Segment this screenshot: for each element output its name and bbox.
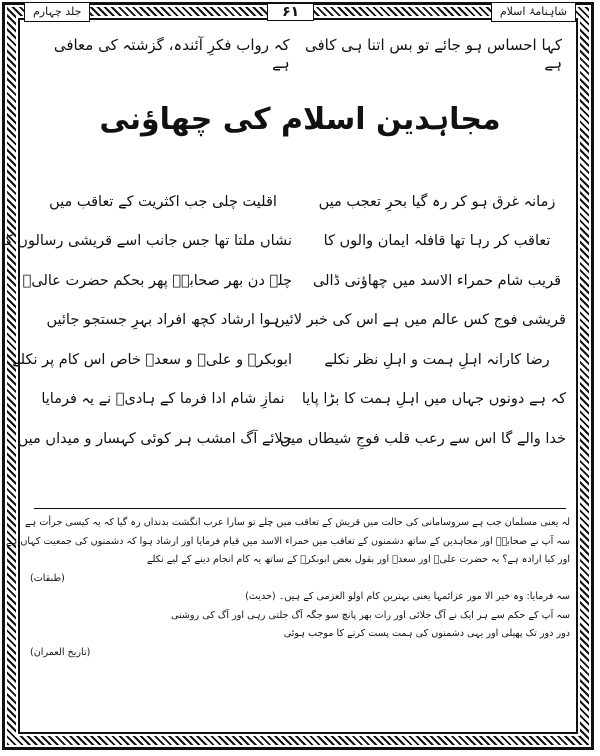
couplet-first-line: ابوبکرؓ و علیؓ و سعدؓ خاص اس کام پر نکلے bbox=[12, 351, 292, 368]
couplet-row bbox=[34, 301, 566, 341]
footnotes bbox=[6, 514, 570, 728]
volume-label: جلد چہارم bbox=[24, 2, 90, 22]
footnote-2: سہ آپ نے صحابہؓ اور مجاہدین کے ساتھ دشمنوں کے تعاقب میں حمراء الاسد میں قیام فرمایا اور ارشاد ہوا کہ دشمنوں کی جمعیت کہاں ہے bbox=[6, 535, 570, 547]
intro-couplet bbox=[38, 36, 562, 72]
footnote-2-cont: اور کیا ارادہ ہے؟ یہ حضرت علیؓ اور سعدؓ اور بقول بعض ابوبکرؓ کے ساتھ یہ کام انجام دینے کے لیے نکلے bbox=[146, 554, 570, 565]
couplet-first-line: اقلیت چلی جب اکثریت کے تعاقب میں bbox=[49, 193, 277, 210]
couplet-row bbox=[17, 419, 566, 459]
couplet-second-line: خدا والے گا اس سے رعب قلب فوجِ شیطاں میں bbox=[279, 430, 566, 447]
poem-title: مجاہدین اسلام کی چھاؤنی bbox=[99, 102, 501, 137]
couplet-first-line: نمازِ شام ادا فرما کے ہادیؐ نے یہ فرمایا bbox=[41, 391, 285, 408]
magazine-title: شاہنامۂ اسلام bbox=[491, 2, 576, 22]
footnote-4: سہ آپ کے حکم سے ہر ایک نے آگ جلائی اور رات بھر پانچ سو جگہ آگ جلتی رہی اور آگ کی روشنی bbox=[170, 609, 570, 621]
source-reference: (طبقات) bbox=[30, 572, 65, 584]
couplet-row bbox=[22, 261, 566, 301]
couplet-row bbox=[34, 182, 566, 222]
intro-right: کہا احساس ہو جائے تو بس اتنا ہی کافی ہے bbox=[304, 36, 562, 72]
source-reference: (تاریخ العمران) bbox=[30, 646, 91, 658]
intro-left: کہ رواب فکرِ آئندہ، گزشتہ کی معافی ہے bbox=[53, 36, 290, 72]
couplet-first-line: جلائے آگ امشب ہر کوئی کہسار و میداں میں bbox=[17, 430, 292, 447]
footnote-divider bbox=[34, 508, 566, 509]
couplet-row bbox=[1, 222, 566, 262]
couplet-second-line: قریب شام حمراء الاسد میں چھاؤنی ڈالی bbox=[312, 272, 561, 289]
couplet-first-line: چلے دن بھر صحابہؓ پھر بحکم حضرت عالیؐ bbox=[22, 272, 292, 289]
footnote-3: سہ فرمایا: وہ خیر الا مور عزائمہا یعنی بہترین کام اولو العزمی کے ہیں۔ (حدیث) bbox=[245, 591, 570, 602]
couplet-second-line: قریشی فوج کس عالم میں ہے اس کی خبر لائیں bbox=[274, 312, 566, 329]
page-header bbox=[0, 0, 600, 24]
couplet-first-line: ہوا ارشاد کچھ افراد بہرِ جستجو جائیں bbox=[46, 312, 280, 329]
couplet-second-line: تعاقب کر رہا تھا قافلہ ایمان والوں کا bbox=[323, 233, 551, 250]
footnote-4-cont: دور دور تک پھیلی اور یہی دشمنوں کی ہمت پست کرنے کا موجب ہوئی bbox=[283, 628, 570, 639]
couplet-second-line: رضا کارانہ اہلِ ہمت و اہلِ نظر نکلے bbox=[324, 351, 550, 368]
page-number: ۶۱ bbox=[267, 3, 314, 21]
footnote-1: لہ یعنی مسلمان جب ہے سروسامانی کی حالت میں قریش کے تعاقب میں چلے تو سارا عرب انگشت بدنداں رہ گیا کہ یہ کیسی جرأت ہے bbox=[25, 517, 570, 528]
couplet-second-line: زمانہ غرق ہو کر رہ گیا بحرِ تعجب میں bbox=[318, 193, 556, 210]
couplet-first-line: نشاں ملتا تھا جس جانب اسے قریشی رسالوں کا bbox=[1, 233, 292, 250]
couplet-row bbox=[12, 340, 566, 380]
couplet-row bbox=[34, 380, 566, 420]
poem-body bbox=[1, 182, 566, 500]
couplet-second-line: کہ ہے دونوں جہاں میں اہلِ ہمت کا بڑا پایا bbox=[301, 391, 566, 408]
